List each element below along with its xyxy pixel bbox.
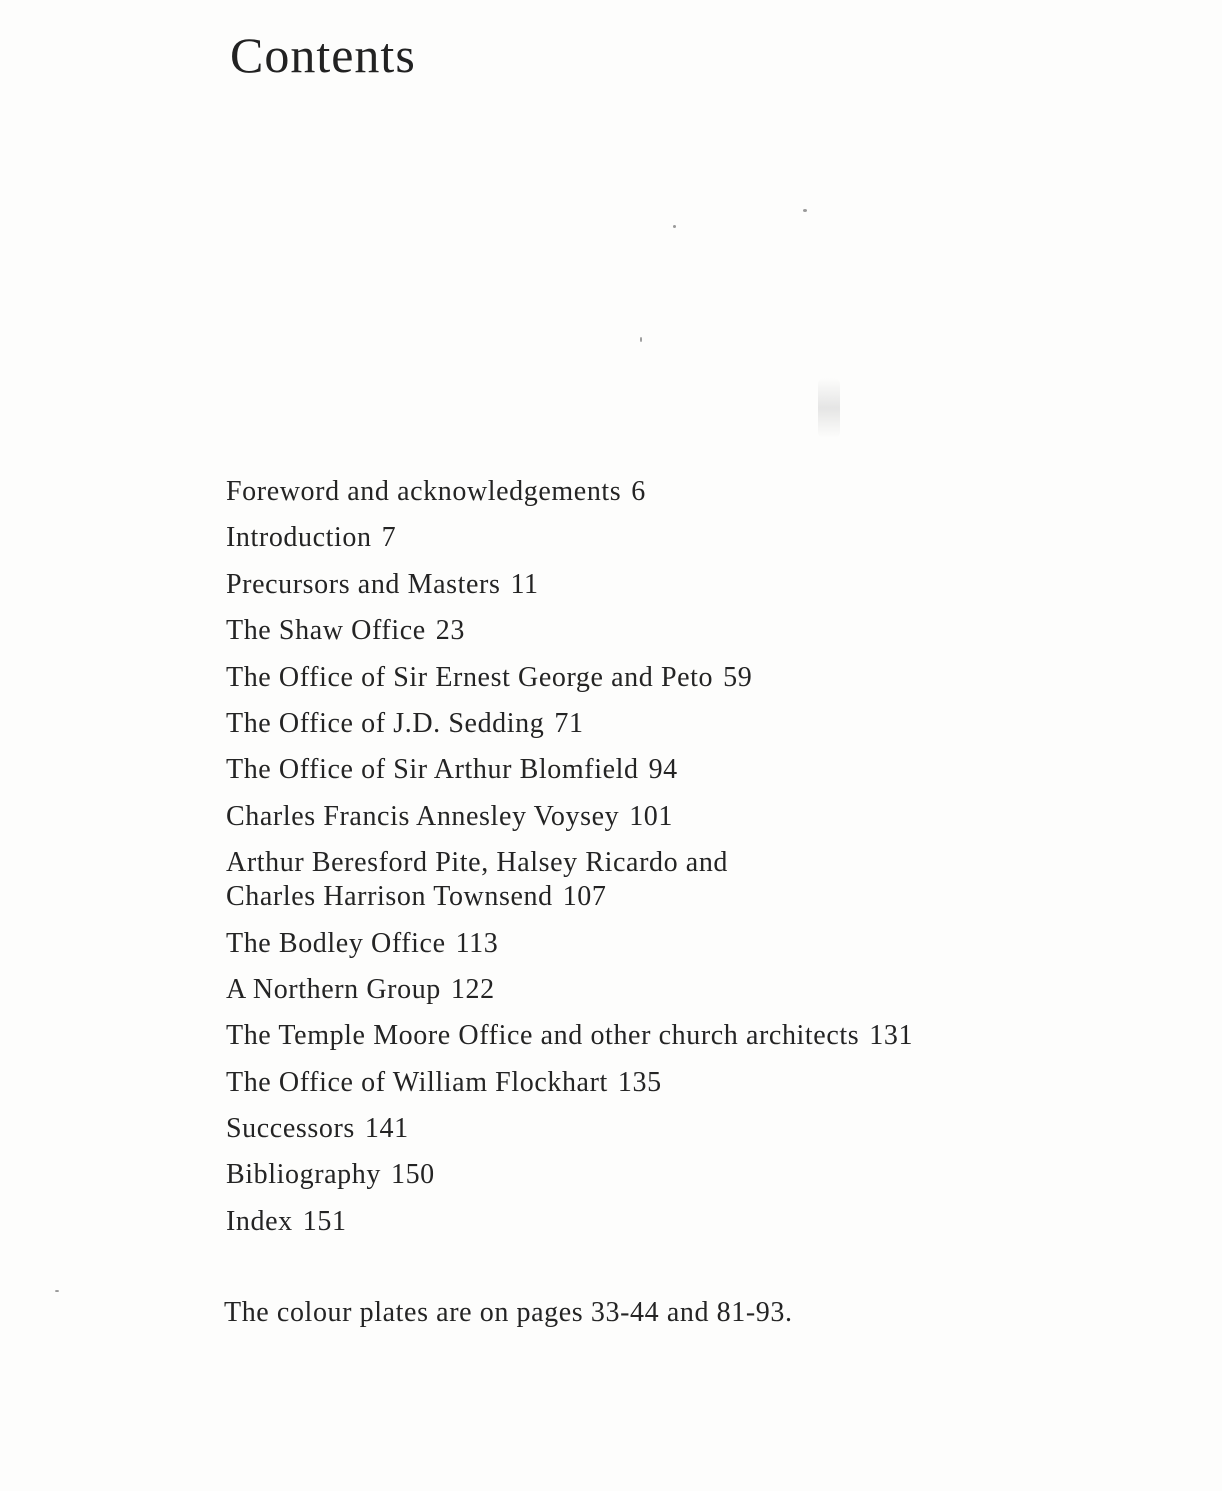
entry-page-number: 141 — [364, 1113, 409, 1145]
paper-speck — [673, 225, 676, 228]
entry-title-line-1: Arthur Beresford Pite, Halsey Ricardo and — [226, 847, 729, 879]
entry-page-number: 23 — [435, 615, 465, 647]
entry-title: The Bodley Office — [226, 927, 446, 959]
entry-title: Successors — [226, 1113, 355, 1145]
paper-speck — [55, 1290, 59, 1292]
contents-entry[interactable] — [226, 1158, 1126, 1192]
contents-entry[interactable] — [226, 661, 1126, 695]
contents-entry[interactable] — [226, 1066, 1126, 1100]
entry-title: A Northern Group — [226, 973, 441, 1005]
entry-title: The Office of William Flockhart — [226, 1066, 608, 1098]
entry-page-number: 151 — [302, 1205, 347, 1237]
entry-page-number: 113 — [455, 927, 499, 959]
entry-title: Index — [226, 1205, 293, 1237]
entry-title: Charles Francis Annesley Voysey — [226, 800, 620, 832]
contents-entry[interactable] — [226, 521, 1126, 555]
entry-page-number: 71 — [554, 707, 584, 739]
entry-page-number: 135 — [617, 1066, 662, 1098]
contents-list — [226, 475, 1126, 1251]
entry-page-number: 101 — [629, 800, 674, 832]
entry-title: Precursors and Masters — [226, 568, 501, 600]
paper-speck — [640, 337, 642, 342]
entry-page-number: 11 — [510, 568, 539, 600]
entry-title: Bibliography — [226, 1159, 381, 1191]
entry-page-number: 150 — [390, 1159, 435, 1191]
entry-title: The Office of J.D. Sedding — [226, 707, 545, 739]
colour-plates-note: The colour plates are on pages 33-44 and 81-93. — [224, 1297, 793, 1328]
paper-speck — [803, 209, 807, 212]
contents-entry[interactable] — [226, 707, 1126, 741]
contents-entry[interactable] — [226, 973, 1126, 1007]
entry-title: The Temple Moore Office and other church architects — [226, 1020, 860, 1052]
entry-title: The Office of Sir Ernest George and Peto — [226, 661, 714, 693]
contents-entry[interactable] — [226, 1019, 1126, 1053]
entry-page-number: 131 — [869, 1020, 914, 1052]
contents-entry[interactable] — [226, 927, 1126, 961]
contents-entry[interactable] — [226, 475, 1126, 509]
contents-entry[interactable] — [226, 800, 1126, 834]
entry-title: The Office of Sir Arthur Blomfield — [226, 754, 639, 786]
entry-title: Foreword and acknowledgements — [226, 476, 622, 507]
contents-entry[interactable] — [226, 846, 1126, 914]
entry-title-line-2: Charles Harrison Townsend — [226, 881, 553, 913]
contents-entry[interactable] — [226, 614, 1126, 648]
entry-page-number: 94 — [648, 754, 678, 786]
entry-page-number: 122 — [450, 973, 495, 1005]
page-title: Contents — [230, 27, 416, 83]
entry-page-number: 6 — [631, 476, 646, 507]
paper-smudge — [818, 378, 840, 438]
contents-entry[interactable] — [226, 1112, 1126, 1146]
entry-title: Introduction — [226, 522, 372, 554]
entry-title: The Shaw Office — [226, 615, 426, 647]
entry-page-number: 107 — [562, 881, 607, 913]
contents-entry[interactable] — [226, 568, 1126, 602]
contents-entry[interactable] — [226, 753, 1126, 787]
entry-page-number: 7 — [381, 522, 397, 554]
contents-entry[interactable] — [226, 1205, 1126, 1239]
entry-page-number: 59 — [723, 661, 753, 693]
